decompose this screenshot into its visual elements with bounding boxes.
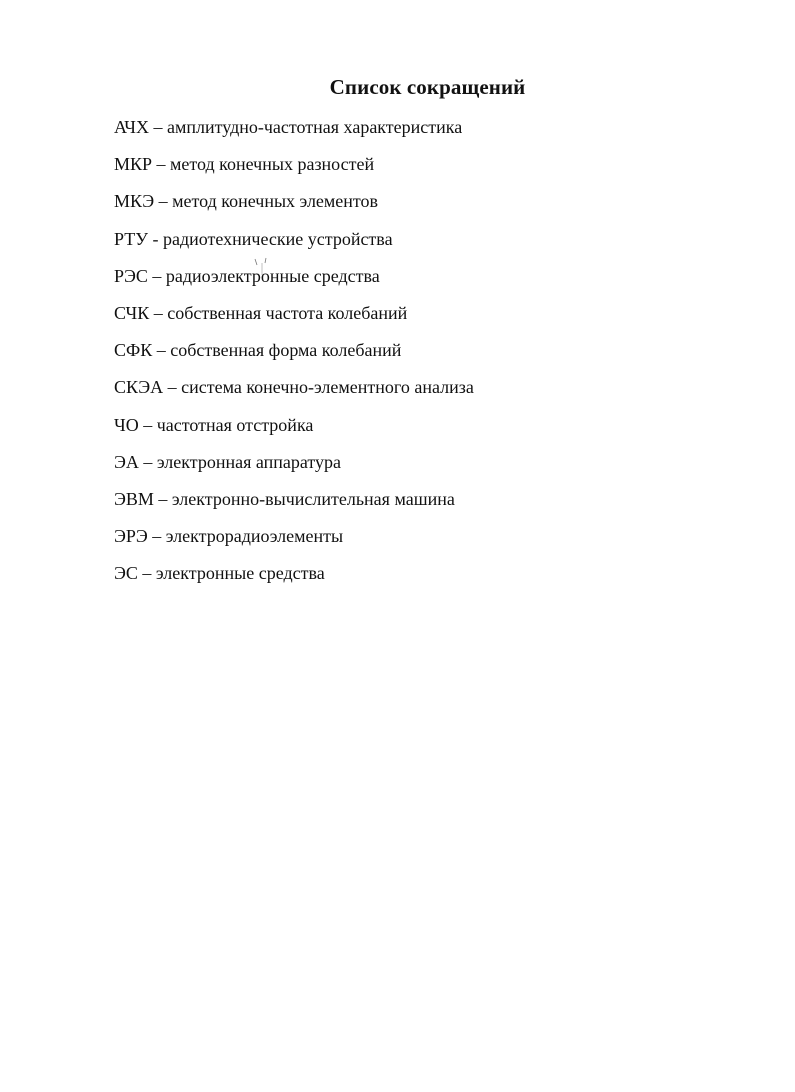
list-item: МКЭ – метод конечных элементов [114,191,379,212]
page-title: Список сокращений [329,75,526,99]
list-item: РЭС – радиоэлектронные средства [114,265,380,286]
list-item: ЧО – частотная отстройка [114,414,314,435]
list-item: ЭВМ – электронно-вычислительная машина [114,488,455,509]
list-item: СКЭА – система конечно-элементного анализа [114,377,474,398]
list-item: МКР – метод конечных разностей [114,154,375,175]
list-item: АЧХ – амплитудно-частотная характеристика [114,117,463,137]
abbreviation-list [114,116,474,599]
list-item: ЭС – электронные средства [114,563,325,584]
list-item: ЭА – электронная аппаратура [114,451,342,472]
scan-artifact-mark [252,257,272,277]
list-item: ЭРЭ – электрорадиоэлементы [114,526,344,547]
list-item: РТУ - радиотехнические устройства [114,228,393,249]
list-item: СФК – собственная форма колебаний [114,340,402,361]
list-item: СЧК – собственная частота колебаний [114,302,408,323]
